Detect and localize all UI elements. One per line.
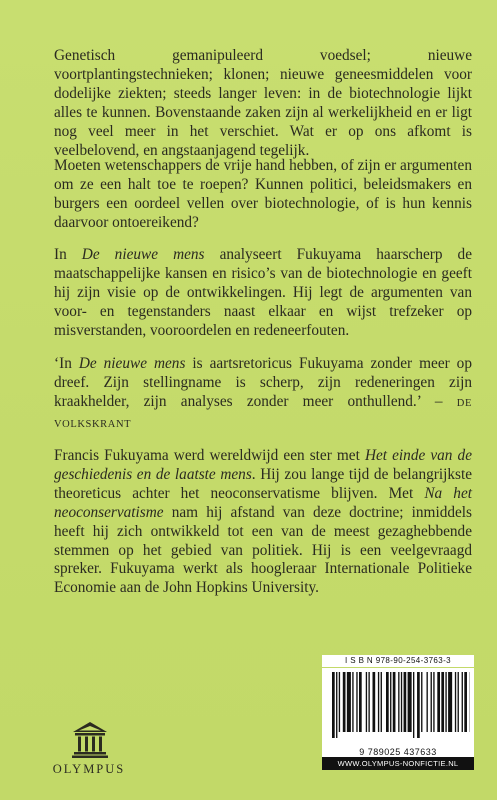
barcode-bar: [343, 672, 346, 732]
blurb-paragraph-1: [54, 47, 472, 160]
barcode-bar: [458, 672, 459, 732]
barcode-bar: [417, 672, 420, 738]
barcode-bar: [421, 672, 422, 732]
blurb-text-1: Genetisch gemanipuleerd voedsel; nieuwe voortplantingstechnieken; klonen; nieuwe geneesmiddelen voor dodelijke ziekten; steeds langer leven: in de biotechnologie lijkt alles te kunnen. Bovenstaande zaken zijn al werkelijkheid en er ligt nog veel meer in het verschiet. Wat er op ons afkomt is veelbelovend, en angstaanjagend tegelijk.: [54, 47, 472, 159]
barcode-bar: [441, 672, 444, 732]
barcode-bar: [386, 672, 389, 732]
quote-body: is aartsretoricus Fukuyama zonder meer op dreef. Zijn stellingname is scherp, zijn redeneringen zijn kraakhelder, zijn analyses zonder meer onthullend.’ –: [54, 355, 472, 410]
bio-a: Francis Fukuyama werd wereldwijd een ster met: [54, 447, 365, 464]
barcode-bar: [378, 672, 379, 732]
bio-title-1: Het einde van de geschiedenis en de laatste mens: [54, 447, 472, 483]
barcode-bar: [445, 672, 446, 732]
barcode-bar: [398, 672, 399, 732]
barcode-bar: [448, 672, 452, 732]
quote-source: DE VOLKSKRANT: [54, 397, 472, 430]
blurb-text-2: Moeten wetenschappers de vrije hand hebben, of zijn er argumenten om ze een halt toe te roepen? Kunnen politici, beleidsmakers en burgers een oordeel vellen over biotechnologie, of is hun kennis daarvoor ontoereikend?: [54, 157, 472, 231]
barcode-bar: [462, 672, 463, 732]
barcode-bar: [401, 672, 402, 732]
barcode-bar: [408, 672, 412, 732]
barcode-bar: [381, 672, 382, 732]
p3-post: analyseert Fukuyama haarscherp de maatschappelijke kansen en risico’s van de biotechnologie en geeft hij zijn visie op de ontwikkelingen. Hij legt de argumenten van voor- en tegenstanders naast elkaar en wijst trefzeker op misverstanden, vooroordelen en redeneerfouten.: [54, 246, 472, 339]
barcode-bar: [464, 672, 467, 732]
barcode-bar: [332, 672, 335, 738]
barcode-bar: [433, 672, 434, 732]
barcode-bar: [393, 672, 396, 732]
barcode-bar: [413, 672, 414, 738]
quote-book-title: De nieuwe mens: [78, 355, 186, 372]
barcode-bar: [431, 672, 432, 732]
publisher-url[interactable]: WWW.OLYMPUS-NONFICTIE.NL: [322, 757, 474, 770]
review-quote: [54, 355, 472, 435]
book-title: De nieuwe mens: [81, 246, 205, 263]
barcode-bar: [368, 672, 369, 732]
quote-pre: ‘In: [54, 355, 79, 372]
publisher-name: OLYMPUS: [52, 762, 126, 776]
barcode-digits: 9 789025 437633: [359, 747, 437, 757]
p3-pre: In: [54, 246, 82, 263]
author-bio: [54, 447, 472, 598]
barcode-bar: [427, 672, 428, 732]
blurb-paragraph-3: [54, 246, 472, 341]
barcode-bar: [366, 672, 367, 732]
barcode-bar: [404, 672, 407, 732]
isbn-label: I S B N 978-90-254-3763-3: [322, 655, 474, 667]
barcode-bar: [339, 672, 340, 732]
barcode-bar: [437, 672, 440, 732]
barcode-bar: [373, 672, 376, 732]
barcode-bar: [390, 672, 391, 732]
barcode-bar: [352, 672, 353, 732]
bio-title-2: Na het neoconservatisme: [54, 484, 472, 521]
bio-b: . Hij zou lange tijd de belangrijkste theoreticus achter het neoconservatisme blijven. Met: [54, 465, 473, 502]
blurb-paragraph-2: [54, 157, 472, 233]
barcode-bar: [356, 672, 357, 732]
barcode-bar: [455, 672, 456, 732]
barcode-bar: [336, 672, 337, 738]
bio-c: nam hij afstand van deze doctrine; inmiddels heeft hij zich ontwikkeld tot een van de meest gezaghebbende stemmen op het gebied van politiek. Hij is een veelgevraagd spreker. Fukuyama werkt als hoogleraar Internationale Politieke Economie aan de John Hopkins University.: [54, 503, 472, 597]
barcode-bar: [359, 672, 362, 732]
barcode: [322, 668, 474, 760]
barcode-area: [322, 655, 474, 773]
barcode-bar: [347, 672, 351, 732]
